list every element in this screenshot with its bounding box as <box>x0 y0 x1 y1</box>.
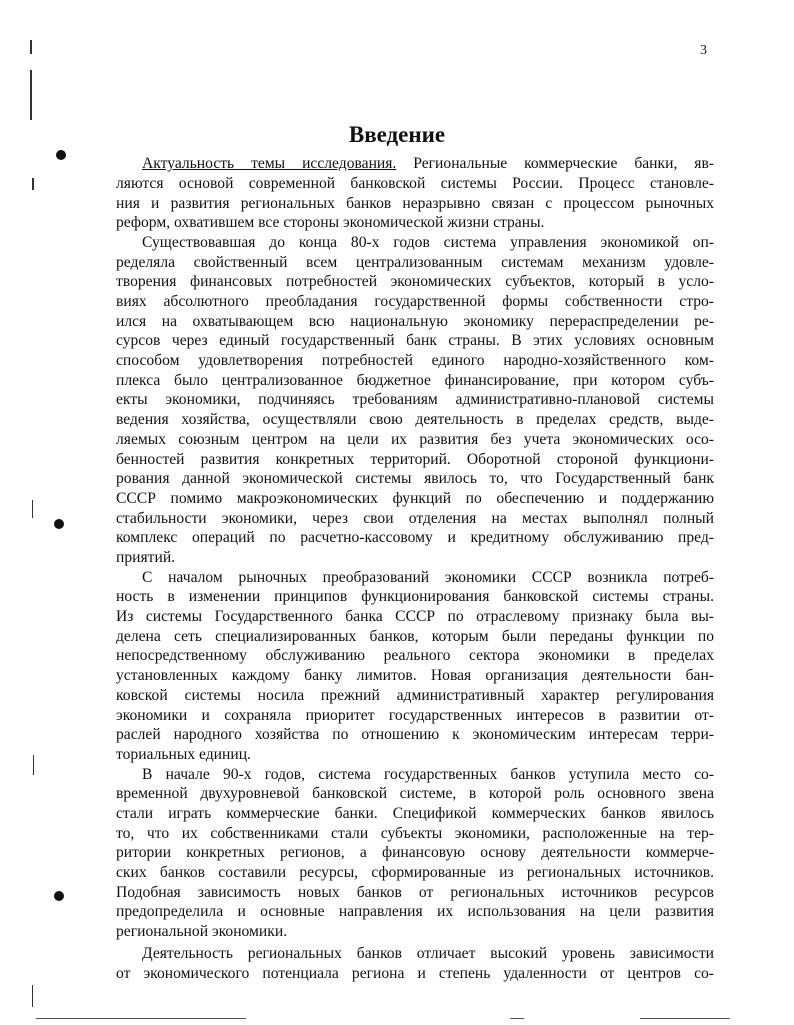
margin-mark <box>32 985 33 1007</box>
topic-label: Актуальность темы исследования. <box>142 155 397 172</box>
page-title: Введение <box>348 122 446 147</box>
scan-edge-line <box>36 1018 246 1019</box>
text-line: Из системы Государственного банка СССР по отраслевому признаку была вы- <box>116 608 714 625</box>
text-line: ляемых союзным центром на цели их развития без учета экономических осо- <box>116 431 714 448</box>
text-line: стали играть коммерческие банки. Спецификой коммерческих банков явилось <box>116 805 714 822</box>
text-line: делена сеть специализированных банков, которым были переданы функции по <box>116 628 714 645</box>
margin-mark <box>30 70 32 120</box>
binder-hole-dot <box>54 519 64 529</box>
text-line: виях абсолютного преобладания государственной формы собственности стро- <box>116 293 714 310</box>
scan-edge-line <box>510 1018 524 1019</box>
text-line: непосредственному обслуживанию реального сектора экономики в пределах <box>116 647 714 664</box>
text-line: стабильности экономики, через свои отделения на местах выполнял полный <box>116 510 714 527</box>
binder-hole-dot <box>56 150 66 160</box>
text-line: установленных каждому банку лимитов. Новая организация деятельности бан- <box>116 667 714 684</box>
text-line: Актуальность темы исследования. Региональные коммерческие банки, яв- <box>142 155 714 172</box>
scan-edge-line <box>640 1018 730 1019</box>
text-line: способом удовлетворения потребностей единого народно-хозяйственного ком- <box>116 352 714 369</box>
text-line: временной двухуровневой банковской системе, в которой роль основного звена <box>116 785 714 802</box>
page-number: 3 <box>700 43 707 58</box>
text-line: С началом рыночных преобразований экономики СССР возникла потреб- <box>142 569 714 586</box>
text-line: ляются основой современной банковской системы России. Процесс становле- <box>116 175 714 192</box>
text-line: Существовавшая до конца 80-х годов система управления экономикой оп- <box>142 234 714 251</box>
text-line: экономики и сохраняла приоритет государственных интересов в развитии от- <box>116 707 714 724</box>
text-line: Подобная зависимость новых банков от региональных источников ресурсов <box>116 884 714 901</box>
text-line: творения финансовых потребностей экономических субъектов, который в усло- <box>116 273 714 290</box>
text-line: ских банков составили ресурсы, сформированные из региональных источников. <box>116 864 714 881</box>
text-line: плекса было централизованное бюджетное финансирование, при котором субъ- <box>116 372 714 389</box>
text-line: ториальных единиц. <box>116 746 251 763</box>
text-line: ведения хозяйства, осуществляли свою деятельность в пределах средств, выде- <box>116 411 714 428</box>
text-line: ность в изменении принципов функционирования банковской системы страны. <box>116 588 714 605</box>
text-line: комплекс операций по расчетно-кассовому и кредитному обслуживанию пред- <box>116 529 714 546</box>
text-line: екты экономики, подчиняясь требованиям административно-плановой системы <box>116 391 714 408</box>
binder-hole-dot <box>54 891 64 901</box>
text-line: сурсов через единый государственный банк страны. В этих условиях основным <box>116 332 714 349</box>
text-line: ритории конкретных регионов, а финансовую основу деятельности коммерче- <box>116 844 714 861</box>
text-line: от экономического потенциала региона и степень удаленности от центров со- <box>116 965 714 982</box>
text-line: рования данной экономической системы явилось то, что Государственный банк <box>116 470 714 487</box>
text-line: региональной экономики. <box>116 923 288 940</box>
text-line: ковской системы носила прежний административный характер регулирования <box>116 687 714 704</box>
margin-mark <box>33 755 34 775</box>
text-line: предопределила и основные направления их использования на цели развития <box>116 903 714 920</box>
text-line: ределяла свойственный всем централизованным системам механизм удовле- <box>116 254 714 271</box>
text-line: реформ, охватившем все стороны экономической жизни страны. <box>116 214 545 231</box>
text-line: приятий. <box>116 549 176 566</box>
text-line: В начале 90-х годов, система государственных банков уступила место со- <box>142 766 714 783</box>
text-line: то, что их собственниками стали субъекты экономики, расположенные на тер- <box>116 825 714 842</box>
text-line: ился на охватывающем всю национальную экономику перераспределении ре- <box>116 313 714 330</box>
text-line: Деятельность региональных банков отличает высокий уровень зависимости <box>142 945 714 962</box>
margin-mark <box>32 500 33 518</box>
margin-mark <box>30 40 32 54</box>
text-line: ния и развития региональных банков неразрывно связан с процессом рыночных <box>116 195 714 212</box>
text-line: бенностей развития конкретных территорий. Оборотной стороной функциони- <box>116 451 714 468</box>
text-line: СССР помимо макроэкономических функций по обеспечению и поддержанию <box>116 490 714 507</box>
text-line: раслей народного хозяйства по отношению к экономическим интересам терри- <box>116 726 714 743</box>
margin-mark <box>32 178 34 190</box>
